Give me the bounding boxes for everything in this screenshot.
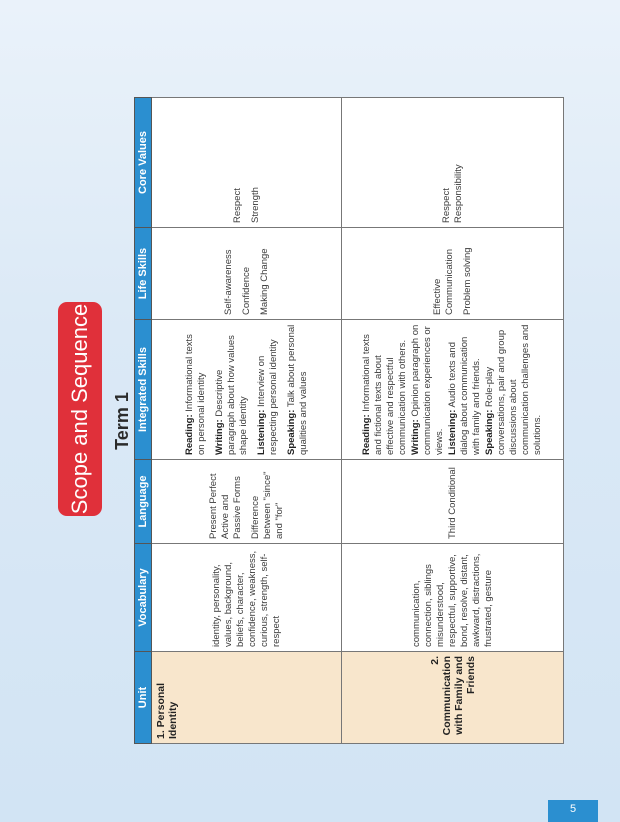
skill-text: Role-play conversations, pair and group discussions about communication challenges and solutions. xyxy=(483,324,543,455)
vocabulary-cell: communication, connection, siblings misunderstood, respectful, supportive, bond, resolve, distant, awkward, distractions, frustrated, gesture xyxy=(342,544,564,652)
language-item: Present Perfect Active and Passive Forms xyxy=(207,473,243,539)
header-integrated-skills: Integrated Skills xyxy=(135,320,152,460)
skill-item xyxy=(361,324,409,455)
header-unit: Unit xyxy=(135,652,152,744)
skill-label: Listening: xyxy=(255,409,267,455)
life-skills-cell xyxy=(152,228,342,320)
skill-item xyxy=(184,324,208,455)
skill-label: Writing: xyxy=(213,419,225,455)
skill-label: Writing: xyxy=(409,419,421,455)
page-title: Scope and Sequence xyxy=(58,302,102,516)
skill-label: Speaking: xyxy=(483,409,495,455)
skill-label: Listening: xyxy=(446,409,458,455)
skill-item xyxy=(214,324,250,455)
table-row xyxy=(152,98,342,744)
life-skill-item: Problem solving xyxy=(461,247,473,315)
header-vocabulary: Vocabulary xyxy=(135,544,152,652)
term-heading: Term 1 xyxy=(112,392,132,450)
skill-text: Audio texts and dialog about communication with family and friends. xyxy=(446,336,482,455)
language-item: Difference between "since" and "for" xyxy=(249,471,285,539)
language-cell xyxy=(342,460,564,544)
core-value-item: Strength xyxy=(249,187,261,223)
skill-label: Reading: xyxy=(183,414,195,455)
life-skill-item: Effective Communication xyxy=(431,249,455,315)
vocabulary-cell: identity, personality, values, background, beliefs, character, confidence, weakness, curious, strength, self-respect xyxy=(152,544,342,652)
core-value-item: Respect xyxy=(231,188,243,223)
core-values-cell xyxy=(152,98,342,228)
core-value-item: Responsibility xyxy=(452,164,464,223)
header-life-skills: Life Skills xyxy=(135,228,152,320)
life-skill-item: Making Change xyxy=(258,248,270,315)
core-value-item: Respect xyxy=(440,188,452,223)
table-row xyxy=(342,98,564,744)
life-skill-item: Confidence xyxy=(240,266,252,315)
language-item: Third Conditional xyxy=(446,467,458,539)
integrated-skills-cell xyxy=(152,320,342,460)
skill-text: Informational texts and fictional texts about effective and respectful communication with others. xyxy=(360,334,408,455)
header-row xyxy=(135,98,152,744)
skill-item xyxy=(256,324,280,455)
skill-text: Interview on respecting personal identity xyxy=(255,339,279,455)
skill-text: Informational texts on personal identity xyxy=(183,334,207,455)
skill-text: Descriptive paragraph about how values shape identity xyxy=(213,335,249,455)
core-values-cell xyxy=(342,98,564,228)
skill-label: Reading: xyxy=(360,414,372,455)
skill-label: Speaking: xyxy=(285,409,297,455)
skill-item xyxy=(484,324,544,455)
skill-item xyxy=(286,324,310,455)
skill-item xyxy=(447,324,483,455)
life-skills-cell xyxy=(342,228,564,320)
skill-item xyxy=(410,324,446,455)
header-core-values: Core Values xyxy=(135,98,152,228)
scope-table xyxy=(134,97,564,744)
skill-text: Talk about personal qualities and values xyxy=(285,324,309,455)
integrated-skills-cell xyxy=(342,320,564,460)
language-cell xyxy=(152,460,342,544)
unit-cell: 2. Communication with Family and Friends xyxy=(342,652,564,744)
page-number: 5 xyxy=(548,800,598,822)
unit-cell: 1. Personal Identity xyxy=(152,652,342,744)
header-language: Language xyxy=(135,460,152,544)
life-skill-item: Self-awareness xyxy=(222,249,234,315)
skill-text: Opinion paragraph on communication experiences or views. xyxy=(409,324,445,455)
